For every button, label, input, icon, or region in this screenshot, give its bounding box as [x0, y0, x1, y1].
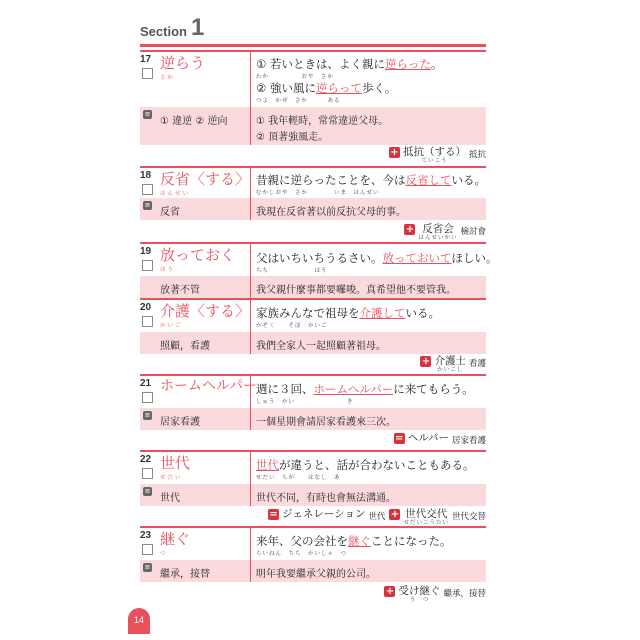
sentence-reading: つよ かぜ さか ある — [256, 98, 341, 104]
sentence-translation: 我們全家人一起照顧著祖母。 — [256, 341, 386, 352]
sentence-translation: ① 我年輕時，常常違逆父母。 — [256, 116, 389, 127]
example-sentence: 家族みんなで祖母を介護している。 — [256, 306, 440, 320]
vocab-entry-21 — [140, 374, 486, 446]
study-checkbox[interactable] — [142, 316, 153, 327]
vocab-entry-17 — [140, 50, 486, 164]
entry-number: 22 — [140, 454, 152, 465]
section-header — [140, 14, 205, 41]
entry-main-row — [140, 298, 486, 332]
sentence-translation: 一個星期會請居家看護來三次。 — [256, 417, 396, 428]
entry-meaning-band — [140, 107, 486, 145]
entry-main-row — [140, 450, 486, 484]
entry-word: 放っておく — [160, 246, 236, 264]
related-words — [394, 432, 486, 446]
entry-word-reading: ほう — [160, 267, 176, 273]
example-sentence: ② 強い風に逆らって歩く。 — [256, 81, 397, 95]
study-checkbox[interactable] — [142, 468, 153, 479]
related-word: = ヘルパー 居家看護 — [395, 432, 486, 446]
related-word: + 抵抗（する） ていこう 抵抗 — [390, 146, 486, 164]
entry-word-reading: つ — [160, 551, 168, 557]
example-sentence: 昔親に逆らったことを、今は反省している。 — [256, 173, 486, 187]
related-word: + 反省会 はんせいかい 檢討會 — [405, 223, 486, 241]
entry-meaning-band — [140, 560, 486, 582]
related-word: = ジェネレーション 世代 — [269, 508, 386, 522]
related-word: + 介護士 かいごし 看護 — [421, 355, 486, 373]
sentence-translation: ② 頂著強風走。 — [256, 132, 329, 143]
sentence-reading: せだい ちが はなし あ — [256, 475, 341, 481]
vocab-entry-20 — [140, 298, 486, 373]
entry-meaning: 居家看護 — [160, 417, 200, 428]
plus-badge-icon: + — [385, 586, 395, 597]
entry-main-row — [140, 374, 486, 408]
section-label: Section — [140, 24, 187, 40]
entry-meaning: 世代 — [160, 493, 180, 504]
note-icon: ≡ — [144, 110, 151, 118]
entry-number: 21 — [140, 378, 152, 389]
entry-word: 逆らう — [160, 54, 206, 72]
sentence-translation: 世代不同，有時也會無法溝通。 — [256, 493, 396, 504]
plus-badge-icon: + — [405, 224, 415, 235]
page-number: 14 — [128, 608, 150, 634]
vocab-entry-23 — [140, 526, 486, 603]
entry-main-row — [140, 50, 486, 107]
related-words — [268, 508, 486, 526]
sentence-translation: 明年我要繼承父親的公司。 — [256, 569, 376, 580]
entry-main-row — [140, 242, 498, 276]
equals-badge-icon: = — [395, 433, 404, 444]
sentence-reading: しゅう かい き — [256, 399, 354, 405]
entry-word: 反省〈する〉 — [160, 170, 251, 188]
sentence-reading: むかしおや さか いま はんせい — [256, 190, 380, 196]
sentence-translation: 我現在反省著以前反抗父母的事。 — [256, 207, 406, 218]
entry-word: 世代 — [160, 454, 191, 472]
vocab-entry-22 — [140, 450, 486, 526]
example-sentence: 世代が違うと、話が合わないこともある。 — [256, 458, 475, 472]
entry-meaning-band — [140, 332, 486, 354]
entry-number: 20 — [140, 302, 152, 313]
entry-meaning: 反省 — [160, 207, 180, 218]
vocab-entry-19 — [140, 242, 498, 298]
related-words — [384, 585, 486, 603]
entry-main-row — [140, 526, 486, 560]
related-words — [420, 355, 486, 373]
entry-meaning-band — [140, 484, 486, 506]
related-words — [404, 223, 486, 241]
entry-meaning: 放著不管 — [160, 285, 200, 296]
entry-meaning-band — [140, 276, 486, 298]
section-number: 1 — [190, 14, 205, 41]
plus-badge-icon: + — [390, 147, 399, 158]
entry-meaning: ① 違逆 ② 逆向 — [160, 116, 228, 127]
sentence-translation: 我父親什麼事都要囉唆。真希望他不要管我。 — [256, 285, 456, 296]
note-icon: ≡ — [144, 411, 151, 419]
equals-badge-icon: = — [269, 509, 278, 520]
section-rule — [140, 44, 486, 47]
study-checkbox[interactable] — [142, 184, 153, 195]
note-icon: ≡ — [144, 201, 151, 209]
plus-badge-icon: + — [421, 356, 431, 367]
example-sentence: 父はいちいちうるさい。放っておいてほしい。 — [256, 251, 498, 265]
sentence-reading: かぞく そぼ かいご — [256, 323, 328, 329]
entry-number: 18 — [140, 170, 152, 181]
entry-main-row — [140, 166, 486, 198]
example-sentence: ① 若いときは、よく親に逆らった。 — [256, 57, 443, 71]
study-checkbox[interactable] — [142, 68, 153, 79]
entry-word: 介護〈する〉 — [160, 302, 251, 320]
vocab-entry-18 — [140, 166, 486, 241]
entry-number: 23 — [140, 530, 152, 541]
entry-word-reading: せだい — [160, 475, 183, 481]
entry-meaning-band — [140, 198, 486, 220]
note-icon: ≡ — [144, 563, 151, 571]
related-word: + 受け継ぐ う つ 繼承，接替 — [385, 585, 486, 603]
entry-meaning: 照顧，看護 — [160, 341, 210, 352]
entry-word-reading: かいご — [160, 323, 183, 329]
entry-meaning: 繼承，接替 — [160, 569, 210, 580]
entry-number: 17 — [140, 54, 152, 65]
study-checkbox[interactable] — [142, 260, 153, 271]
sentence-reading: わか おや さか — [256, 74, 335, 80]
note-icon: ≡ — [144, 487, 151, 495]
entry-meaning-band — [140, 408, 486, 430]
entry-word-reading: はんせい — [160, 191, 191, 197]
entry-number: 19 — [140, 246, 152, 257]
entry-word: ホームヘルパー — [160, 378, 258, 394]
sentence-reading: ちち ほう — [256, 268, 328, 274]
study-checkbox[interactable] — [142, 392, 153, 403]
example-sentence: 週に３回、ホームヘルパーに来てもらう。 — [256, 382, 474, 396]
entry-word: 継ぐ — [160, 530, 191, 548]
entry-word-reading: さか — [160, 75, 176, 81]
plus-badge-icon: + — [390, 509, 400, 520]
study-checkbox[interactable] — [142, 544, 153, 555]
related-words — [389, 146, 486, 164]
example-sentence: 来年、父の会社を継ぐことになった。 — [256, 534, 452, 548]
sentence-reading: らいねん ちち かいしゃ つ — [256, 551, 348, 557]
related-word: + 世代交代 せだいこうたい 世代交替 — [390, 508, 486, 526]
